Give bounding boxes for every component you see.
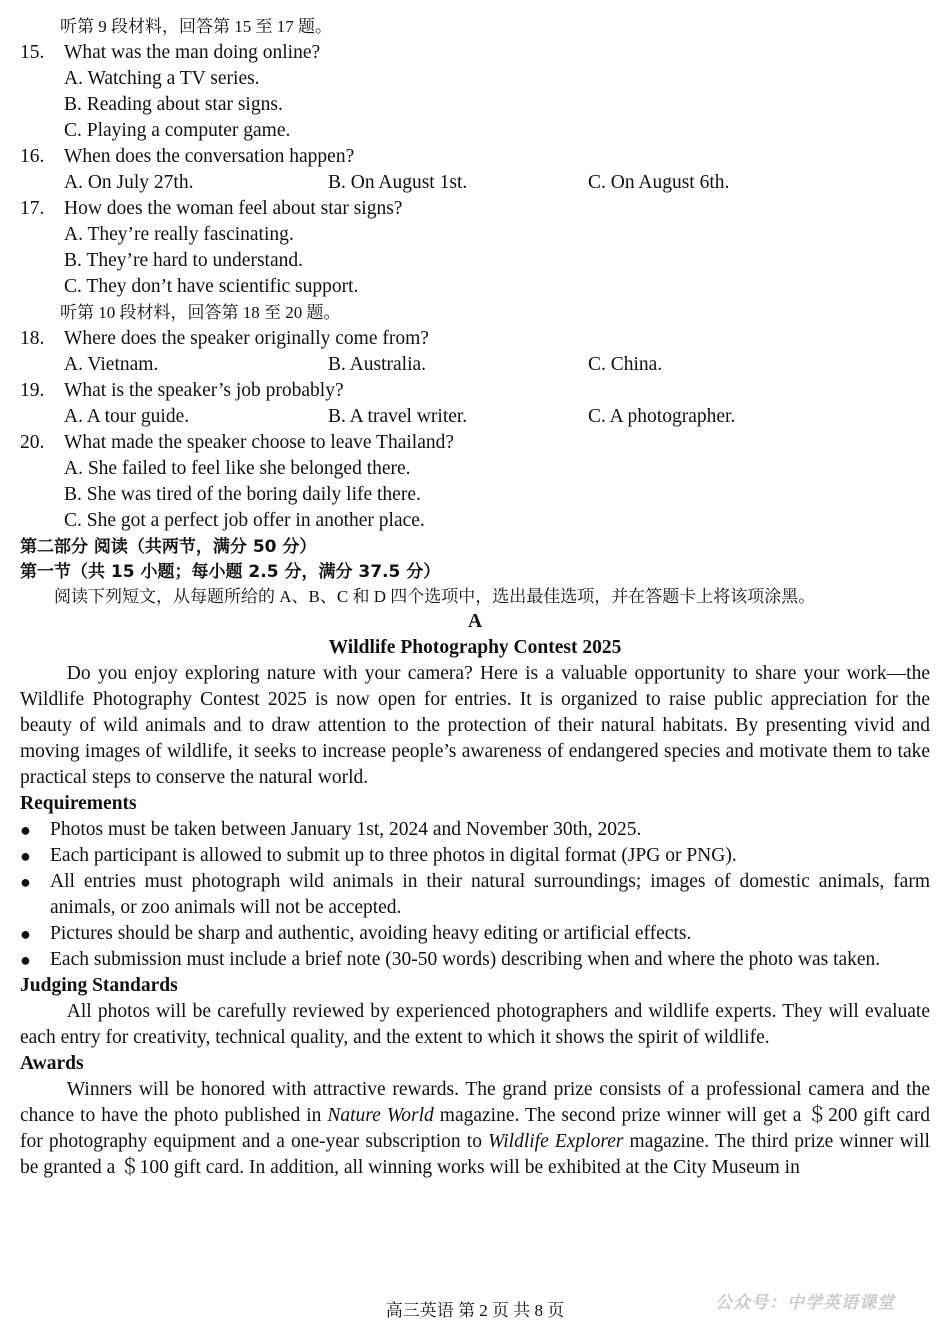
requirement-item <box>20 817 930 843</box>
listening-instruction-9: 听第 9 段材料，回答第 15 至 17 题。 <box>60 17 332 36</box>
judging-paragraph: All photos will be carefully reviewed by experienced photographers and wildlife experts. They will evaluate each entry for creativity, technical quality, and the extent to which it shows the spirit of wildlife. <box>20 1001 930 1048</box>
part-heading: 第二部分 阅读（共两节，满分 50 分） <box>20 537 317 557</box>
bullet-icon: ● <box>20 820 31 840</box>
question-text: How does the woman feel about star signs? <box>64 198 403 219</box>
question-16 <box>20 144 930 170</box>
question-19 <box>20 378 930 404</box>
listening-instruction-10: 听第 10 段材料，回答第 18 至 20 题。 <box>60 303 341 322</box>
options-19 <box>20 404 930 430</box>
question-number: 20. <box>20 432 45 453</box>
option-20a: A. She failed to feel like she belonged there. <box>64 458 411 479</box>
requirement-text: Photos must be taken between January 1st, 2024 and November 30th, 2025. <box>50 819 642 840</box>
question-text: What is the speaker’s job probably? <box>64 380 344 401</box>
bullet-icon: ● <box>20 872 31 892</box>
question-number: 16. <box>20 146 45 167</box>
requirement-text: Each participant is allowed to submit up to three photos in digital format (JPG or PNG). <box>50 845 737 866</box>
judging-heading: Judging Standards <box>20 975 178 996</box>
passage-letter: A <box>467 611 483 632</box>
question-text: What was the man doing online? <box>64 42 321 63</box>
question-text: Where does the speaker originally come from? <box>64 328 429 349</box>
requirements-heading: Requirements <box>20 793 137 814</box>
bullet-icon: ● <box>20 950 31 970</box>
bullet-icon: ● <box>20 846 31 866</box>
awards-text-3: magazine. The third prize winner will be granted a ＄100 gift card. In addition, all winning works will be exhibited at the City Museum in <box>20 1131 930 1178</box>
options-18 <box>20 352 930 378</box>
question-number: 18. <box>20 328 45 349</box>
awards-text-1: Winners will be honored with attractive rewards. The grand prize consists of a professional camera and the chance to have the photo published in <box>20 1079 930 1126</box>
option-18c: C. China. <box>588 354 663 375</box>
option-17b: B. They’re hard to understand. <box>64 250 303 271</box>
option-15b: B. Reading about star signs. <box>64 94 283 115</box>
option-15c: C. Playing a computer game. <box>64 120 291 141</box>
option-17c: C. They don’t have scientific support. <box>64 276 359 297</box>
option-18b: B. Australia. <box>328 354 427 375</box>
option-16b: B. On August 1st. <box>328 172 468 193</box>
question-15 <box>20 40 930 66</box>
option-15a: A. Watching a TV series. <box>64 68 260 89</box>
requirement-text: Each submission must include a brief note (30-50 words) describing when and where the photo was taken. <box>50 949 881 970</box>
requirement-item <box>20 869 930 921</box>
options-16 <box>20 170 930 196</box>
bullet-icon: ● <box>20 924 31 944</box>
requirement-item <box>20 947 930 973</box>
reading-instruction: 阅读下列短文，从每题所给的 A、B、C 和 D 四个选项中，选出最佳选项，并在答题卡上将该项涂黑。 <box>54 587 816 606</box>
question-number: 19. <box>20 380 45 401</box>
option-16c: C. On August 6th. <box>588 172 730 193</box>
passage-title: Wildlife Photography Contest 2025 <box>328 637 622 658</box>
requirement-item <box>20 921 930 947</box>
option-19c: C. A photographer. <box>588 406 736 427</box>
watermark: 公众号：中学英语课堂 <box>715 1293 895 1312</box>
question-20 <box>20 430 930 456</box>
page-footer: 高三英语 第 2 页 共 8 页 <box>385 1301 565 1320</box>
section-heading: 第一节（共 15 小题；每小题 2.5 分，满分 37.5 分） <box>20 562 441 582</box>
question-number: 17. <box>20 198 45 219</box>
question-18 <box>20 326 930 352</box>
question-text: What made the speaker choose to leave Thailand? <box>64 432 455 453</box>
option-20c: C. She got a perfect job offer in another place. <box>64 510 425 531</box>
option-17a: A. They’re really fascinating. <box>64 224 294 245</box>
question-text: When does the conversation happen? <box>64 146 355 167</box>
magazine-nature-world: Nature World <box>327 1105 434 1126</box>
intro-paragraph: Do you enjoy exploring nature with your camera? Here is a valuable opportunity to share your work—the Wildlife Photography Contest 2025 is now open for entries. It is organized to raise public appreciation for the beauty of wild animals and to draw attention to the protection of their natural habitats. By presenting vivid and moving images of wildlife, it seeks to increase people’s awareness of endangered species and motivate them to take practical steps to conserve the natural world. <box>20 663 930 788</box>
awards-text-2: magazine. The second prize winner will get a ＄200 gift card for photography equipment and a one-year subscription to <box>20 1105 930 1152</box>
option-19b: B. A travel writer. <box>328 406 468 427</box>
requirement-text: Pictures should be sharp and authentic, avoiding heavy editing or artificial effects. <box>50 923 692 944</box>
requirement-text: All entries must photograph wild animals in their natural surroundings; images of domestic animals, farm animals, or zoo animals will not be accepted. <box>50 871 930 918</box>
magazine-wildlife-explorer: Wildlife Explorer <box>488 1131 624 1152</box>
option-19a: A. A tour guide. <box>64 406 190 427</box>
option-18a: A. Vietnam. <box>64 354 159 375</box>
question-number: 15. <box>20 42 45 63</box>
awards-heading: Awards <box>20 1053 84 1074</box>
awards-paragraph <box>20 1077 930 1181</box>
option-20b: B. She was tired of the boring daily life there. <box>64 484 421 505</box>
requirement-item <box>20 843 930 869</box>
question-17 <box>20 196 930 222</box>
option-16a: A. On July 27th. <box>64 172 194 193</box>
